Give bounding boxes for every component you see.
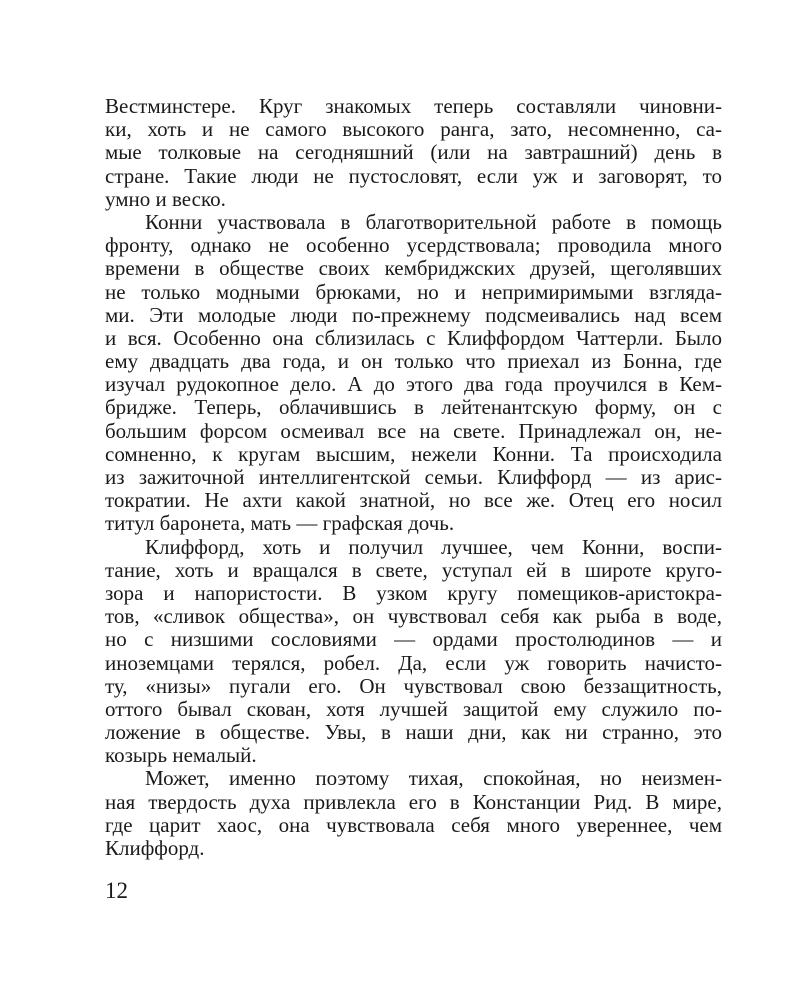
text-line: бридже. Теперь, облачившись в лейтенантскую форму, он с	[105, 395, 722, 420]
text-line: мые толковые на сегодняшний (или на завтрашний) день в	[105, 140, 722, 165]
text-line: Клиффорд.	[105, 836, 205, 860]
paragraph-4	[105, 767, 722, 860]
text-line: времени в обществе своих кембриджских друзей, щеголявших	[105, 256, 722, 281]
text-line: ная твердость духа привлекла его в Констанции Рид. В мире,	[105, 789, 722, 814]
text-line: большим форсом осмеивал все на свете. Принадлежал он, не-	[105, 418, 722, 443]
text-line: тание, хоть и вращался в свете, уступал ей в широте круго-	[105, 557, 722, 582]
text-line: умно и веско.	[105, 186, 226, 211]
text-line: тократии. Не ахти какой знатной, но все же. Отец его носил	[105, 488, 722, 513]
page-number: 12	[105, 878, 128, 903]
text-line: не только модными брюками, но и непримиримыми взгляда-	[105, 279, 722, 304]
text-line: где царит хаос, она чувствовала себя много увереннее, чем	[105, 812, 722, 837]
text-line: изучал рудокопное дело. А до этого два года проучился в Кем-	[105, 372, 722, 397]
text-line: ложение в обществе. Увы, в наши дни, как ни странно, это	[105, 720, 722, 745]
text-line: Может, именно поэтому тихая, спокойная, но неизмен-	[145, 766, 722, 791]
text-line: из зажиточной интеллигентской семьи. Клиффорд — из арис-	[105, 465, 722, 489]
text-line: тов, «сливок общества», он чувствовал себя как рыба в воде,	[105, 604, 722, 629]
text-line: Клиффорд, хоть и получил лучшее, чем Конни, воспи-	[145, 534, 722, 559]
text-line: но с низшими сословиями — ордами простолюдинов — и	[105, 627, 722, 652]
paragraph-2	[105, 211, 722, 536]
text-line: ему двадцать два года, и он только что приехал из Бонна, где	[105, 349, 722, 374]
paragraph-1	[105, 95, 722, 211]
text-line: Вестминстере. Круг знакомых теперь составляли чиновни-	[105, 94, 722, 118]
text-line: ми. Эти молодые люди по-прежнему подсмеивались над всем	[105, 302, 722, 327]
text-line: титул баронета, мать — графская дочь.	[105, 511, 455, 536]
page-body	[105, 95, 722, 860]
text-line: фронту, однако не особенно усердствовала; проводила много	[105, 233, 722, 258]
text-line: ки, хоть и не самого высокого ранга, зато, несомненно, са-	[105, 117, 722, 142]
text-line: ту, «низы» пугали его. Он чувствовал свою беззащитность,	[105, 673, 722, 698]
text-line: оттого бывал скован, хотя лучшей защитой ему служило по-	[105, 696, 722, 721]
text-line: зора и напористости. В узком кругу помещиков-аристокра-	[105, 580, 722, 605]
text-line: иноземцами терялся, робел. Да, если уж говорить начисто-	[105, 650, 722, 675]
text-line: козырь немалый.	[105, 743, 257, 768]
text-line: Конни участвовала в благотворительной работе в помощь	[145, 209, 722, 234]
text-line: стране. Такие люди не пустословят, если уж и заговорят, то	[105, 163, 722, 188]
text-line: и вся. Особенно она сблизилась с Клиффордом Чаттерли. Было	[105, 325, 722, 350]
text-line: сомненно, к кругам высшим, нежели Конни. Та происходила	[105, 441, 722, 466]
paragraph-3	[105, 536, 722, 768]
